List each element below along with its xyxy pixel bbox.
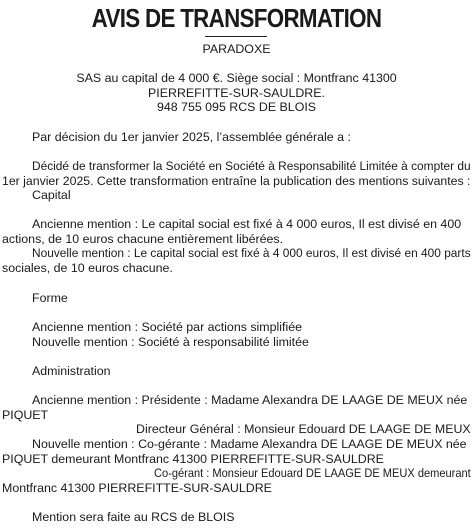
header-line: PIERREFITTE-SUR-SAULDRE.	[148, 85, 325, 100]
header-line: 948 755 095 RCS DE BLOIS	[156, 100, 317, 114]
capital-heading: Capital	[32, 188, 71, 202]
capital-ancienne	[2, 217, 471, 246]
administration-cogerant-line: Co-gérant : Monsieur Edouard DE LAAGE DE MEUX demeurant	[154, 466, 471, 480]
decision-line: Décidé de transformer la Société en Société à Responsabilité Limitée à compter du	[32, 159, 471, 173]
administration-heading: Administration	[32, 364, 111, 378]
administration-cogerant-line: Montfranc 41300 PIERREFITTE-SUR-SAULDRE	[2, 480, 272, 495]
decision-paragraph	[2, 159, 471, 188]
administration-ancienne-line: Ancienne mention : Présidente : Madame Alexandra DE LAAGE DE MEUX née	[32, 393, 468, 407]
notice-footer: Mention sera faite au RCS de BLOIS	[32, 510, 235, 524]
capital-nouvelle-line: Nouvelle mention : Le capital social est fixé à 4 000 euros, Il est divisé en 400 parts	[32, 246, 471, 260]
administration-ancienne-line: PIQUET	[2, 407, 49, 422]
administration-cogerant	[2, 466, 471, 495]
administration-ancienne	[2, 393, 471, 422]
header-line: SAS au capital de 4 000 €. Siège social : Montfranc 41300	[76, 71, 397, 85]
company-name: PARADOXE	[202, 42, 271, 56]
administration-nouvelle-line: Nouvelle mention : Co-gérante : Madame Alexandra DE LAAGE DE MEUX née	[32, 437, 467, 451]
company-header	[2, 71, 471, 115]
capital-nouvelle	[2, 246, 471, 275]
forme-nouvelle: Nouvelle mention : Société à responsabilité limitée	[32, 335, 309, 349]
title-divider	[205, 36, 267, 37]
administration-nouvelle-line: PIQUET demeurant Montfranc 41300 PIERREFITTE-SUR-SAULDRE	[2, 451, 384, 466]
decision-line: 1er janvier 2025. Cette transformation entraîne la publication des mentions suivantes :	[2, 173, 471, 188]
administration-directeur: Directeur Général : Monsieur Edouard DE LAAGE DE MEUX	[136, 422, 471, 436]
decision-intro: Par décision du 1er janvier 2025, l’assemblée générale a :	[32, 130, 351, 144]
administration-nouvelle	[2, 437, 471, 466]
forme-ancienne: Ancienne mention : Société par actions simplifiée	[32, 320, 302, 334]
capital-ancienne-line: Ancienne mention : Le capital social est fixé à 4 000 euros, Il est divisé en 400	[32, 217, 462, 231]
capital-nouvelle-line: sociales, de 10 euros chacune.	[2, 260, 173, 275]
forme-heading: Forme	[32, 291, 68, 305]
capital-ancienne-line: actions, de 10 euros chacune entièrement libérées.	[2, 231, 284, 246]
notice-title: AVIS DE TRANSFORMATION	[91, 3, 382, 33]
